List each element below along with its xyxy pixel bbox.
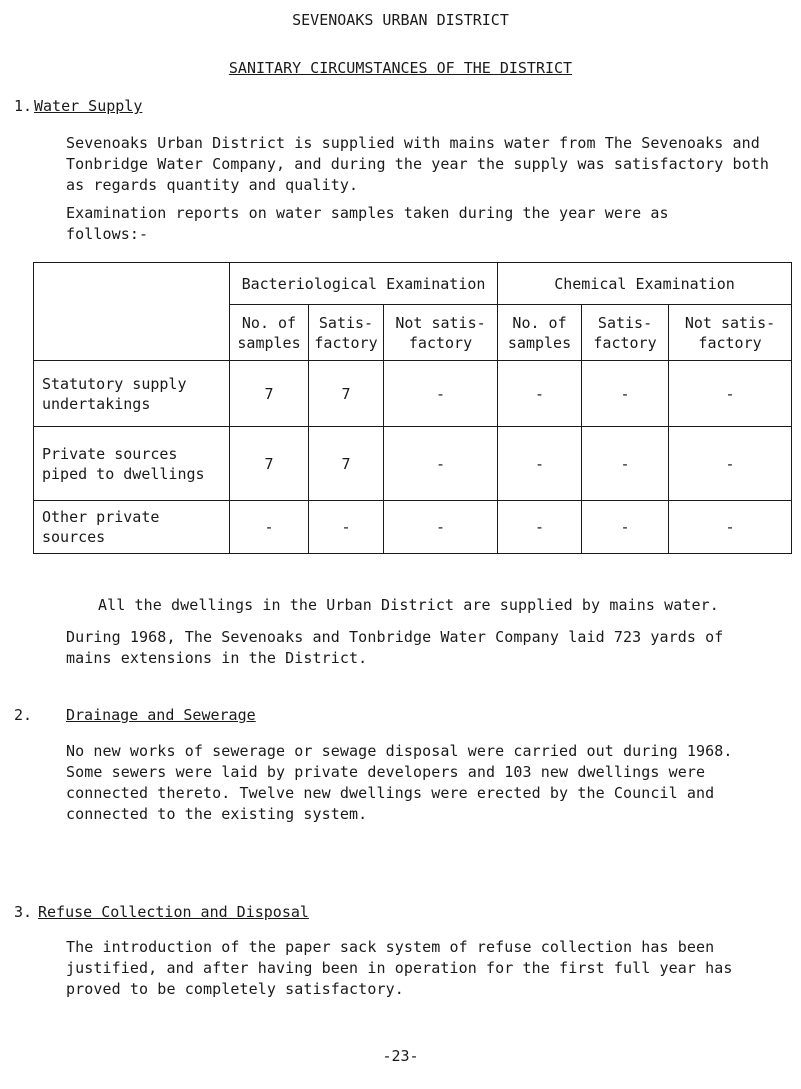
- table-row: [34, 501, 792, 554]
- table-column-header: Not satis- factory: [384, 305, 498, 361]
- table-cell: 7: [309, 427, 384, 501]
- table-column-header: Not satis- factory: [669, 305, 792, 361]
- table-cell: -: [498, 501, 582, 554]
- table-cell: 7: [230, 361, 309, 427]
- table-cell: -: [582, 427, 669, 501]
- row-label: Private sources piped to dwellings: [34, 427, 230, 501]
- table-group-header: Chemical Examination: [498, 263, 792, 305]
- mains-water-statement: All the dwellings in the Urban District are supplied by mains water.: [98, 596, 719, 614]
- section-2-heading: Drainage and Sewerage: [66, 706, 256, 724]
- table-group-header: Bacteriological Examination: [230, 263, 498, 305]
- section-3-heading: Refuse Collection and Disposal: [38, 903, 309, 921]
- table-cell: -: [582, 361, 669, 427]
- water-samples-table: [33, 262, 792, 554]
- table-row: [34, 427, 792, 501]
- table-column-header: Satis- factory: [309, 305, 384, 361]
- table-cell: -: [384, 501, 498, 554]
- mains-extensions-statement: During 1968, The Sevenoaks and Tonbridge Water Company laid 723 yards of mains extensions in the District.: [66, 628, 724, 667]
- section-2-paragraph: No new works of sewerage or sewage disposal were carried out during 1968. Some sewers were laid by private developers and 103 new dwellings were connected thereto. Twelve new dwellings were erected by the Council and connected to the existing system.: [66, 742, 733, 823]
- page-subtitle: SANITARY CIRCUMSTANCES OF THE DISTRICT: [228, 59, 573, 77]
- district-title: SEVENOAKS URBAN DISTRICT: [292, 11, 509, 29]
- table-cell: -: [582, 501, 669, 554]
- table-cell: 7: [309, 361, 384, 427]
- section-1-number: 1.: [14, 97, 33, 115]
- table-cell: -: [230, 501, 309, 554]
- page-number: -23-: [382, 1047, 419, 1065]
- table-cell: -: [669, 501, 792, 554]
- section-1-heading: Water Supply: [34, 97, 143, 115]
- table-cell: -: [384, 361, 498, 427]
- table-cell: -: [498, 427, 582, 501]
- table-cell: -: [669, 361, 792, 427]
- table-cell: -: [384, 427, 498, 501]
- table-corner-cell: [34, 263, 230, 361]
- table-column-header: No. of samples: [230, 305, 309, 361]
- section-2-number: 2.: [14, 706, 33, 724]
- table-cell: -: [669, 427, 792, 501]
- section-3-paragraph: The introduction of the paper sack system of refuse collection has been justified, and after having been in operation for the first full year has proved to be completely satisfactory.: [66, 938, 733, 998]
- table-column-header: Satis- factory: [582, 305, 669, 361]
- section-1-paragraph-2: Examination reports on water samples taken during the year were as follows:-: [66, 204, 669, 243]
- section-1-paragraph-1: Sevenoaks Urban District is supplied with mains water from The Sevenoaks and Tonbridge Water Company, and during the year the supply was satisfactory both as regards quantity and quality.: [66, 134, 770, 194]
- section-3-number: 3.: [14, 903, 33, 921]
- row-label: Other private sources: [34, 501, 230, 554]
- table-column-header: No. of samples: [498, 305, 582, 361]
- row-label: Statutory supply undertakings: [34, 361, 230, 427]
- table-cell: 7: [230, 427, 309, 501]
- table-row: [34, 361, 792, 427]
- table-cell: -: [309, 501, 384, 554]
- table-cell: -: [498, 361, 582, 427]
